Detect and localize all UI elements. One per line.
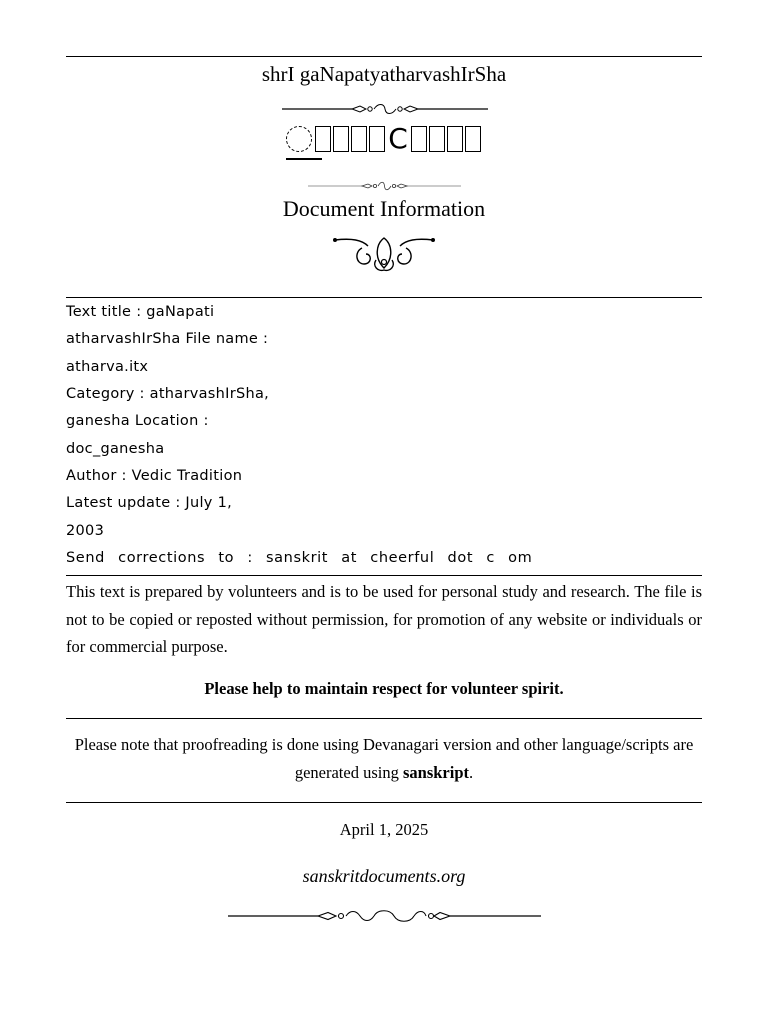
sanskript-tool-name: sanskript [402, 763, 470, 782]
missing-glyph-box [333, 126, 349, 152]
metadata-bottom-rule [66, 575, 702, 576]
section-heading: Document Information [282, 196, 486, 221]
dotted-circle-glyph [286, 126, 312, 152]
missing-glyph-box [315, 126, 331, 152]
disclaimer-paragraph: This text is prepared by volunteers and is to be used for personal study and research. The file is not to be copied or reposted without permission, for promotion of any website or individuals or for commercial purpose. [66, 582, 702, 656]
metadata-line: 2003 [66, 523, 105, 539]
note-bottom-rule [66, 802, 702, 803]
note-top-rule [66, 718, 702, 719]
proofreading-note-text: Please note that proofreading is done using Devanagari version and other language/scripts are generated using [74, 735, 694, 782]
sanskrit-title-glyphs [0, 118, 768, 166]
missing-glyph-box [369, 126, 385, 152]
metadata-top-rule [66, 297, 702, 298]
corrections-contact: Send corrections to : sanskrit at cheerful dot c om [66, 550, 533, 566]
missing-glyph-box [465, 126, 481, 152]
missing-glyph-box [411, 126, 427, 152]
document-title: shrI gaNapatyatharvashIrSha [261, 62, 507, 86]
metadata-line: ganesha Location : [66, 413, 209, 429]
glyph-underbar [286, 154, 322, 160]
metadata-line: doc_ganesha [66, 441, 165, 457]
metadata-line: atharva.itx [66, 359, 149, 375]
metadata-line: Author : Vedic Tradition [66, 468, 243, 484]
metadata-line: Latest update : July 1, [66, 495, 233, 511]
missing-glyph-box [351, 126, 367, 152]
small-divider-ornament [308, 181, 461, 191]
proofreading-note-suffix: . [469, 763, 474, 782]
top-rule [66, 56, 702, 57]
footer-ornament [228, 910, 541, 922]
missing-glyph-box [447, 126, 463, 152]
glyph-letter: C [388, 122, 408, 155]
flourish-ornament [332, 234, 436, 274]
site-name: sanskritdocuments.org [302, 866, 466, 886]
title-ornament [282, 103, 488, 115]
missing-glyph-box [429, 126, 445, 152]
proofreading-note [66, 731, 702, 787]
volunteer-spirit-note: Please help to maintain respect for volunteer spirit. [204, 679, 564, 698]
metadata-line: Text title : gaNapati [66, 304, 215, 320]
metadata-line: atharvashIrSha File name : [66, 331, 269, 347]
metadata-line: Category : atharvashIrSha, [66, 386, 270, 402]
publication-date: April 1, 2025 [339, 820, 429, 839]
